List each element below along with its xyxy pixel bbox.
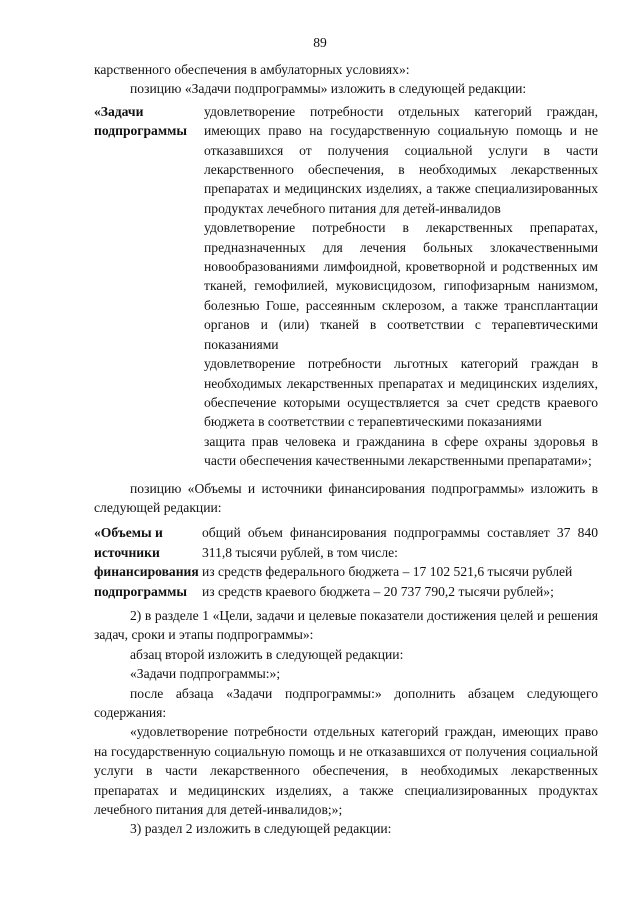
funding-line-federal: из средств федерального бюджета – 17 102 521,6 тысячи рублей <box>202 564 573 580</box>
intro-line-1: карственного обеспечения в амбулаторных условиях»: <box>94 62 410 77</box>
page-number: 89 <box>313 35 327 50</box>
document-body <box>94 60 598 839</box>
task-item-3: удовлетворение потребности льготных категорий граждан в необходимых лекарственных препаратах и медицинских изделиях, обеспечение которыми осуществляется за счет средств краевого бюджета в соответствии с терапевтическими показаниями <box>204 356 598 430</box>
funding-line-total: общий объем финансирования подпрограммы составляет 37 840 311,8 тысячи рублей, в том числе: <box>202 525 598 560</box>
body-paragraph-5: «удовлетворение потребности отдельных категорий граждан, имеющих право на государственную социальную помощь и не отказавшихся от получения социальной услуги в части лекарственного обеспечения, в необходимых лекарственных препаратах и медицинских изделиях, а также специализированных продуктах лечебного питания для детей-инвалидов;»; <box>94 724 598 818</box>
task-item-2: удовлетворение потребности в лекарственных препаратах, предназначенных для лечения больных злокачественными новообразованиями лимфоидной, кроветворной и родственных им тканей, гемофилией, муковисцидозом, гипофизарным нанизмом, болезнью Гоше, рассеянным склерозом, а также трансплантации органов и (или) тканей в соответствии с терапевтическими показаниями <box>204 220 598 352</box>
body-paragraph-3: «Задачи подпрограммы:»; <box>130 666 281 682</box>
body-paragraph-2: абзац второй изложить в следующей редакции: <box>130 646 404 662</box>
task-item-4: защита прав человека и гражданина в сфере охраны здоровья в части обеспечения качественными лекарственными препаратами»; <box>204 433 598 469</box>
funding-intro: позицию «Объемы и источники финансирования подпрограммы» изложить в следующей редакции: <box>94 480 598 515</box>
funding-values <box>202 523 598 601</box>
funding-line-regional: из средств краевого бюджета – 20 737 790,2 тысячи рублей»; <box>202 583 554 599</box>
tasks-values <box>204 102 598 471</box>
body-paragraph-1: 2) в разделе 1 «Цели, задачи и целевые показатели достижения целей и решения задач, сроки и этапы подпрограммы»: <box>94 607 598 643</box>
intro-line-2: позицию «Задачи подпрограммы» изложить в следующей редакции: <box>130 81 527 97</box>
body-paragraph-4: после абзаца «Задачи подпрограммы:» дополнить абзацем следующего содержания: <box>94 685 598 720</box>
funding-label: «Объемы и источники финансирования подпрограммы <box>94 525 199 599</box>
funding-table-row <box>94 523 598 601</box>
body-paragraph-6: 3) раздел 2 изложить в следующей редакции: <box>130 821 392 837</box>
task-item-1: удовлетворение потребности отдельных категорий граждан, имеющих право на государственную социальную помощь и не отказавшихся от получения социальной услуги в части лекарственного обеспечения, в необходимых лекарственных препаратах и медицинских изделиях, а также специализированных продуктах лечебного питания для детей-инвалидов <box>204 103 598 216</box>
tasks-table-row <box>94 102 598 471</box>
tasks-label: «Задачи подпрограммы <box>94 103 187 139</box>
